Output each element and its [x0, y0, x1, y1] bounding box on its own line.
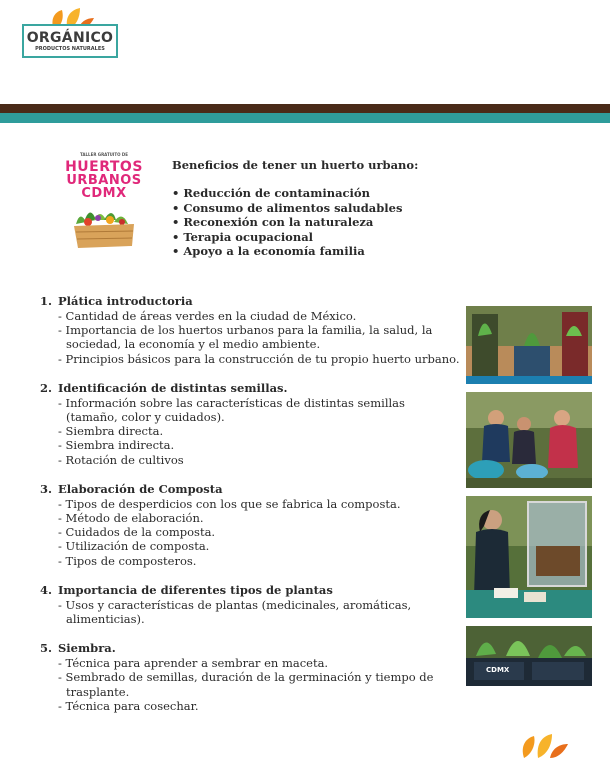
- section-items: [40, 598, 460, 626]
- section-4: [40, 583, 460, 626]
- photo-compost-class: [466, 496, 592, 618]
- section-number: 4.: [40, 582, 53, 597]
- cover-small-text: TALLER GRATUITO DE: [79, 152, 128, 157]
- section-items: [40, 656, 460, 713]
- section-items: [40, 309, 460, 366]
- section-item: - Información sobre las características de distintas semillas (tamaño, color y cuidados).: [58, 396, 460, 424]
- benefit-item: • Consumo de alimentos saludables: [172, 201, 418, 216]
- photo-planters: [466, 306, 592, 384]
- workshop-cover-image: [64, 150, 144, 250]
- section-item: - Utilización de composta.: [58, 539, 460, 553]
- logo: [20, 8, 120, 58]
- cover-title-line2: URBANOS: [66, 173, 142, 188]
- section-title: Plática introductoria: [58, 294, 193, 308]
- section-number: 5.: [40, 641, 53, 656]
- section-number: 2.: [40, 380, 53, 395]
- section-number: 1.: [40, 294, 53, 308]
- section-1: [40, 294, 460, 366]
- section-heading: [40, 294, 460, 309]
- section-2: [40, 381, 460, 467]
- benefits-block: [172, 158, 418, 259]
- logo-word: ORGÁNICO: [26, 30, 114, 46]
- workshop-sections: [40, 294, 460, 728]
- leaf-footer-icon: [520, 732, 570, 760]
- section-heading: [40, 583, 460, 598]
- section-item: - Principios básicos para la construcción de tu propio huerto urbano.: [58, 352, 460, 366]
- section-item: - Rotación de cultivos: [58, 453, 460, 467]
- benefits-title: Beneficios de tener un huerto urbano:: [172, 158, 419, 172]
- section-title: Siembra.: [58, 641, 116, 656]
- photo-label: CDMX: [486, 666, 510, 674]
- section-item: - Importancia de los huertos urbanos para la familia, la salud, la sociedad, la economía y el medio ambiente.: [58, 323, 460, 351]
- section-items: [40, 396, 460, 467]
- logo-subtitle: PRODUCTOS NATURALES: [35, 46, 105, 52]
- section-heading: [40, 381, 460, 396]
- section-item: - Sembrado de semillas, duración de la germinación y tiempo de trasplante.: [58, 670, 460, 698]
- cover-title-line1: HUERTOS: [65, 159, 143, 175]
- section-item: - Siembra indirecta.: [58, 438, 460, 452]
- section-item: - Tipos de desperdicios con los que se fabrica la composta.: [58, 497, 460, 511]
- section-title: Elaboración de Composta: [58, 481, 223, 496]
- benefits-list: [172, 186, 418, 259]
- section-item: - Técnica para aprender a sembrar en maceta.: [58, 656, 460, 670]
- section-heading: [40, 641, 460, 656]
- section-title: Identificación de distintas semillas.: [58, 380, 288, 395]
- section-item: - Método de elaboración.: [58, 511, 460, 525]
- section-heading: [40, 482, 460, 497]
- benefit-item: • Apoyo a la economía familia: [172, 244, 418, 259]
- logo-box: [22, 24, 118, 58]
- photo-seed-workshop: [466, 392, 592, 488]
- section-item: - Siembra directa.: [58, 424, 460, 438]
- section-item: - Cantidad de áreas verdes en la ciudad de México.: [58, 309, 460, 323]
- garden-box-illustration: [68, 202, 140, 248]
- section-title: Importancia de diferentes tipos de plantas: [58, 582, 333, 597]
- benefit-item: • Reconexión con la naturaleza: [172, 215, 418, 230]
- section-3: [40, 482, 460, 568]
- section-items: [40, 497, 460, 568]
- section-item: - Técnica para cosechar.: [58, 699, 460, 713]
- section-5: [40, 641, 460, 713]
- cover-title: [64, 160, 144, 200]
- section-item: - Tipos de composteros.: [58, 554, 460, 568]
- header-stripe-teal: [0, 113, 610, 123]
- section-item: - Usos y características de plantas (medicinales, aromáticas, alimenticias).: [58, 598, 460, 626]
- benefit-item: • Reducción de contaminación: [172, 186, 418, 201]
- header-stripe-brown: [0, 104, 610, 113]
- benefit-item: • Terapia ocupacional: [172, 230, 418, 245]
- section-number: 3.: [40, 481, 53, 496]
- section-item: - Cuidados de la composta.: [58, 525, 460, 539]
- cover-title-line3: CDMX: [81, 186, 127, 201]
- photo-planting: [466, 626, 592, 686]
